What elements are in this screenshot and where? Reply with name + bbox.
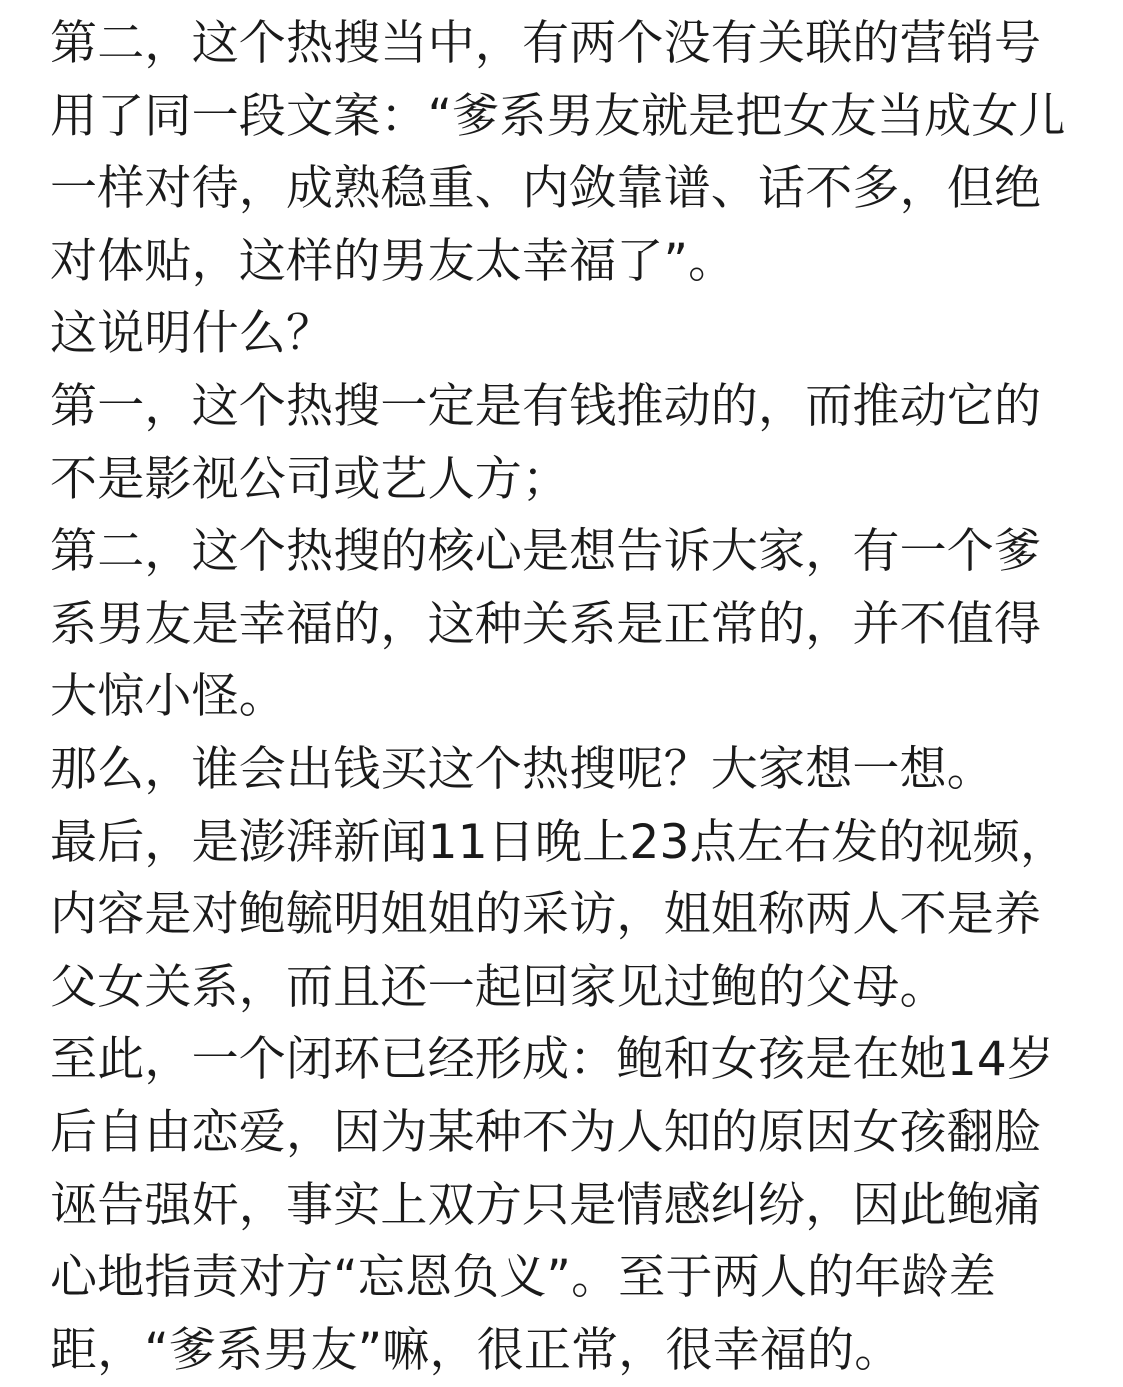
text-line: 内容是对鲍毓明姐姐的采访，姐姐称两人不是养 <box>50 887 1042 943</box>
text-line: 最后，是澎湃新闻11日晚上23点左右发的视频， <box>50 814 1068 870</box>
text-line: 一样对待，成熟稳重、内敛靠谱、话不多，但绝 <box>50 161 1042 217</box>
article-text <box>50 8 1110 1387</box>
text-line: 这说明什么？ <box>50 306 334 362</box>
text-line: 第二，这个热搜当中，有两个没有关联的营销号 <box>50 16 1042 71</box>
text-line: 第一，这个热搜一定是有钱推动的，而推动它的 <box>50 378 1042 434</box>
text-line: 那么，谁会出钱买这个热搜呢？大家想一想。 <box>50 741 994 797</box>
text-line: 第二，这个热搜的核心是想告诉大家，有一个爹 <box>50 524 1042 580</box>
text-line: 距，“爹系男友”嘛，很正常，很幸福的。 <box>50 1322 902 1378</box>
text-line: 大惊小怪。 <box>50 669 286 725</box>
text-line: 父女关系，而且还一起回家见过鲍的父母。 <box>50 959 947 1015</box>
text-line: 用了同一段文案：“爹系男友就是把女友当成女儿 <box>50 88 1066 144</box>
text-line: 系男友是幸福的，这种关系是正常的，并不值得 <box>50 596 1042 652</box>
text-line: 心地指责对方“忘恩负义”。至于两人的年龄差 <box>50 1250 996 1306</box>
text-line: 不是影视公司或艺人方； <box>50 451 570 507</box>
text-line: 对体贴，这样的男友太幸福了”。 <box>50 233 736 289</box>
text-line: 至此，一个闭环已经形成：鲍和女孩是在她14岁 <box>50 1032 1055 1088</box>
text-line: 后自由恋爱，因为某种不为人知的原因女孩翻脸 <box>50 1104 1042 1160</box>
text-line: 诬告强奸，事实上双方只是情感纠纷，因此鲍痛 <box>50 1177 1042 1233</box>
